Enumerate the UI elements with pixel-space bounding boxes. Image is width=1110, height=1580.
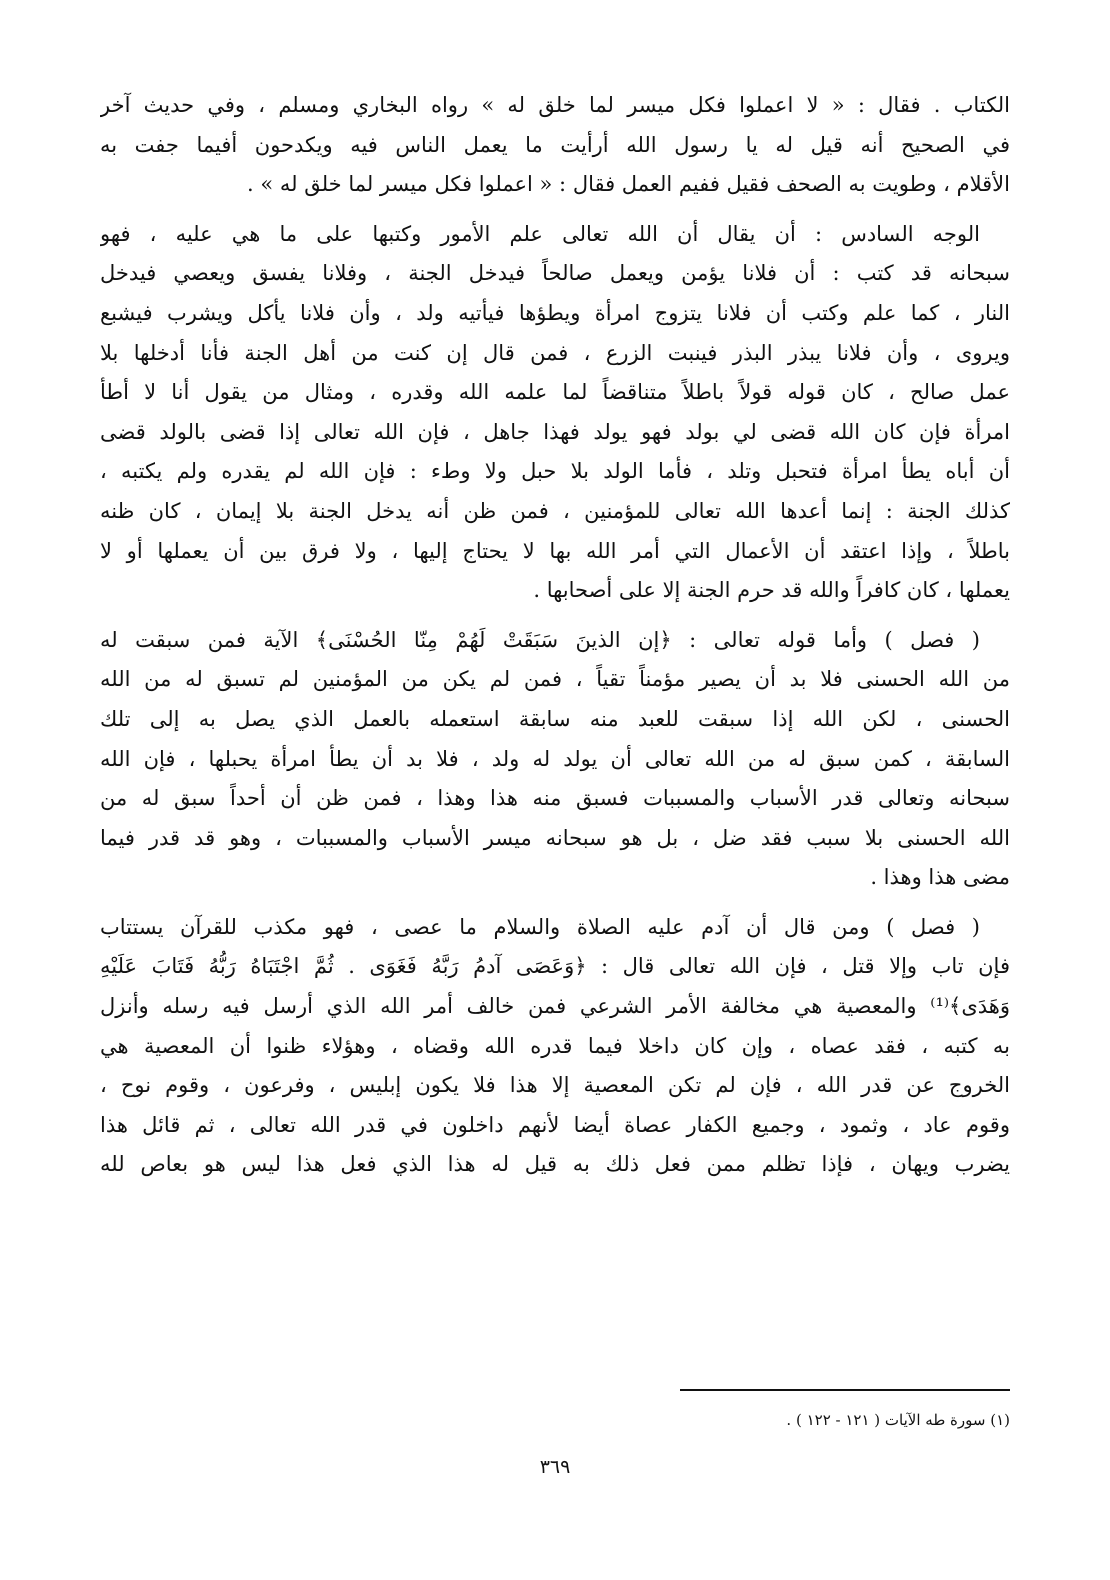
paragraph-2 bbox=[100, 215, 1010, 611]
text-line: يعملها ، كان كافراً والله قد حرم الجنة إلا على أصحابها . bbox=[533, 578, 1010, 603]
body-text bbox=[100, 86, 1010, 1185]
text-line: أن أباه يطأ امرأة فتحبل وتلد ، فأما الولد بلا حبل ولا وطء : فإن الله لم يقدره ولم يكتبه ، bbox=[100, 459, 1010, 484]
text-line: الخروج عن قدر الله ، فإن لم تكن المعصية إلا هذا فلا يكون إبليس ، وفرعون ، وقوم نوح ، bbox=[100, 1073, 1010, 1098]
text-line: به كتبه ، فقد عصاه ، وإن كان داخلا فيما قدره الله وقضاه ، وهؤلاء ظنوا أن المعصية هي bbox=[100, 1033, 1010, 1058]
paragraph-3 bbox=[100, 621, 1010, 898]
text-line: كذلك الجنة : إنما أعدها الله تعالى للمؤمنين ، فمن ظن أنه يدخل الجنة بلا إيمان ، كان ظنه bbox=[100, 498, 1010, 523]
text-line: الحسنى ، لكن الله إذا سبقت للعبد منه سابقة استعمله بالعمل الذي يصل به إلى تلك bbox=[100, 706, 1010, 731]
text-line: السابقة ، كمن سبق له من الله تعالى أن يولد له ولد ، فلا بد أن يطأ امرأة يحبلها ، فإن الله bbox=[100, 746, 1010, 771]
text-line: ( فصل ) وأما قوله تعالى : ﴿إن الذينَ سَبَقَتْ لَهُمْ مِنّا الحُسْنَى﴾ الآية فمن سبقت له bbox=[100, 627, 980, 652]
footnote-separator bbox=[680, 1389, 1010, 1391]
text-line: امرأة فإن كان الله قضى لي بولد فهو يولد فهذا جاهل ، فإن الله تعالى إذا قضى بالولد قضى bbox=[100, 419, 1010, 444]
text-line: سبحانه قد كتب : أن فلانا يؤمن ويعمل صالحاً فيدخل الجنة ، وفلانا يفسق ويعصي فيدخل bbox=[100, 261, 1010, 286]
paragraph-1 bbox=[100, 86, 1010, 205]
text-line: الله الحسنى بلا سبب فقد ضل ، بل هو سبحانه ميسر الأسباب والمسببات ، وهو قد قدر فيما bbox=[100, 825, 1010, 850]
text-line: وَهَدَى﴾⁽¹⁾ والمعصية هي مخالفة الأمر الشرعي فمن خالف أمر الله الذي أرسل فيه رسله وأنزل bbox=[100, 994, 1010, 1019]
text-line: ( فصل ) ومن قال أن آدم عليه الصلاة والسلام ما عصى ، فهو مكذب للقرآن يستتاب bbox=[100, 914, 980, 939]
text-line: مضى هذا وهذا . bbox=[870, 865, 1010, 890]
footnote: (١) سورة طه الآيات ( ١٢١ - ١٢٢ ) . bbox=[786, 1411, 1010, 1429]
text-line: الوجه السادس : أن يقال أن الله تعالى علم الأمور وكتبها على ما هي عليه ، فهو bbox=[100, 221, 980, 246]
text-line: ويروى ، وأن فلانا يبذر البذر فينبت الزرع ، فمن قال إن كنت من أهل الجنة فأنا أدخلها بلا bbox=[100, 340, 1010, 365]
text-line: سبحانه وتعالى قدر الأسباب والمسببات فسبق منه هذا وهذا ، فمن ظن أن أحداً سبق له من bbox=[100, 786, 1010, 811]
text-line: باطلاً ، وإذا اعتقد أن الأعمال التي أمر الله بها لا يحتاج إليها ، ولا فرق بين أن يعملها أو لا bbox=[100, 538, 1010, 563]
text-line: في الصحيح أنه قيل له يا رسول الله أرأيت ما يعمل الناس فيه ويكدحون أفيما جفت به bbox=[100, 132, 1010, 157]
text-line: الكتاب . فقال : « لا اعملوا فكل ميسر لما خلق له » رواه البخاري ومسلم ، وفي حديث آخر bbox=[100, 93, 1010, 117]
text-line: النار ، كما علم وكتب أن فلانا يتزوج امرأة ويطؤها فيأتيه ولد ، وأن فلانا يأكل ويشرب فيشبع bbox=[100, 300, 1010, 325]
text-line: وقوم عاد ، وثمود ، وجميع الكفار عصاة أيضا لأنهم داخلون في قدر الله تعالى ، ثم قائل هذا bbox=[100, 1112, 1010, 1137]
paragraph-4 bbox=[100, 908, 1010, 1185]
text-line: من الله الحسنى فلا بد أن يصير مؤمناً تقياً ، فمن لم يكن من المؤمنين لم تسبق له من الله bbox=[100, 667, 1010, 692]
page-number: ٣٦٩ bbox=[539, 1456, 571, 1478]
text-line: عمل صالح ، كان قوله قولاً باطلاً متناقضاً لما علمه الله وقدره ، ومثال من يقول أنا لا أطأ bbox=[100, 380, 1010, 405]
text-line: يضرب ويهان ، فإذا تظلم ممن فعل ذلك به قيل له هذا الذي فعل هذا ليس هو بعاص لله bbox=[100, 1152, 1010, 1177]
text-line: الأقلام ، وطويت به الصحف فقيل ففيم العمل فقال : « اعملوا فكل ميسر لما خلق له » . bbox=[246, 172, 1010, 197]
text-line: فإن تاب وإلا قتل ، فإن الله تعالى قال : ﴿وَعَصَى آدمُ رَبَّهُ فَغَوَى . ثُمَّ اجْتَبَاهُ رَبُّهُ فَتَابَ عَلَيْهِ bbox=[100, 954, 1010, 979]
